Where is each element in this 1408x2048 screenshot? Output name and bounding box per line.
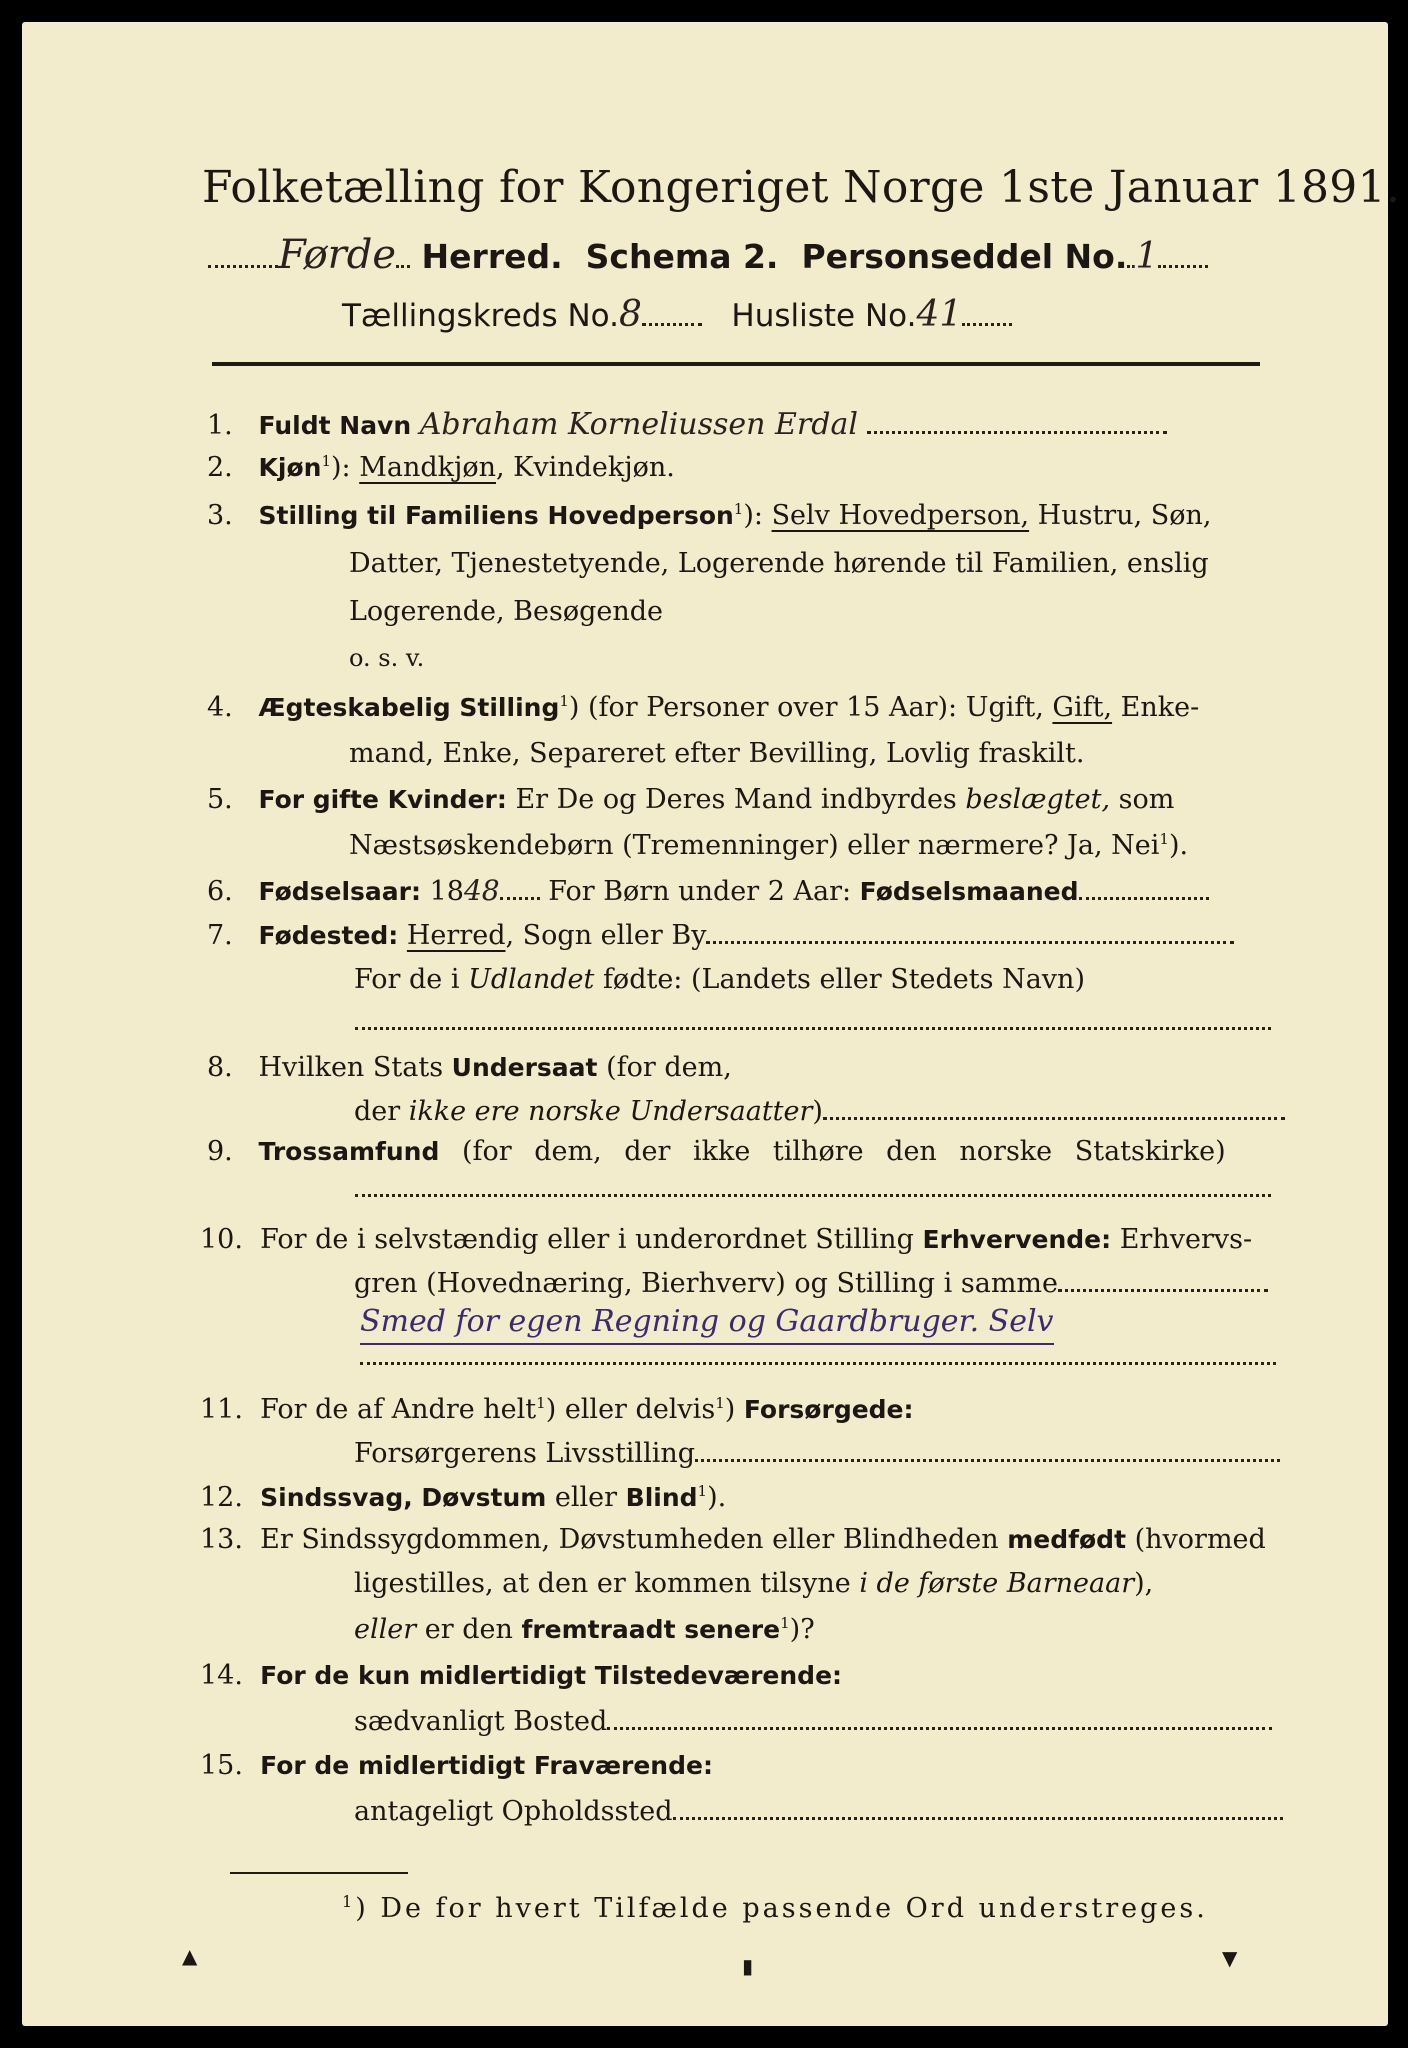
- item-text: Hustru, Søn,: [1029, 500, 1212, 531]
- item-9: [207, 1136, 1226, 1167]
- item-text: Næstsøskendebørn (Tremenninger) eller nærmere? Ja, Nei: [349, 830, 1160, 861]
- birth-year-value: 48: [463, 874, 500, 907]
- item-number: 2.: [207, 452, 233, 483]
- item-text: Er Sindssygdommen, Døvstumheden eller Blindheden: [260, 1524, 1008, 1555]
- item-label: Fødselsmaaned: [859, 877, 1079, 906]
- item-13-line3: eller er den fremtraadt senere$^1$)?: [354, 1614, 815, 1645]
- footnote-divider: [230, 1872, 408, 1874]
- item-8-line2: [354, 1096, 1285, 1127]
- footnote: $^1$) De for hvert Tilfælde passende Ord understreges.: [342, 1892, 1208, 1924]
- corner-mark-left: ▲: [182, 1944, 198, 1968]
- corner-mark-right: ▼: [1222, 1946, 1238, 1970]
- item-text: Erhvervs-: [1111, 1224, 1253, 1255]
- blank-line: [355, 1194, 1271, 1197]
- item-text: ): [812, 1096, 823, 1127]
- item-10: [200, 1224, 1252, 1255]
- item-number: 8.: [207, 1052, 233, 1083]
- item-number: 9.: [207, 1136, 233, 1167]
- item-number: 10.: [200, 1224, 243, 1255]
- item-text: sædvanligt Bosted: [354, 1706, 608, 1737]
- item-italic: ikke ere norske Undersaatter: [408, 1096, 813, 1127]
- item-5: [207, 784, 1174, 815]
- item-text: Forsørgerens Livsstilling: [354, 1438, 696, 1469]
- underlined-choice: Herred: [406, 920, 506, 951]
- footnote-text: De for hvert Tilfælde passende Ord understreges.: [380, 1893, 1208, 1924]
- item-label: Fødested:: [258, 921, 399, 950]
- item-label: Trossamfund: [258, 1137, 440, 1166]
- item-label: For de midlertidigt Fraværende:: [260, 1751, 713, 1780]
- item-text: eller delvis: [556, 1394, 716, 1425]
- footnote-marker: 1: [321, 452, 331, 470]
- item-4-line2: mand, Enke, Separeret efter Bevilling, Lovlig fraskilt.: [349, 738, 1085, 769]
- item-number: 4.: [207, 692, 233, 723]
- item-number: 7.: [207, 920, 233, 951]
- schema-label: Schema 2.: [585, 237, 779, 276]
- underlined-choice: Selv Hovedperson,: [771, 500, 1030, 531]
- item-number: 13.: [200, 1524, 243, 1555]
- item-7-line2: [354, 964, 1085, 995]
- item-text: (for dem, der ikke tilhøre den norske Statskirke): [439, 1136, 1226, 1167]
- item-label: For: [258, 785, 305, 814]
- item-number: 3.: [207, 500, 233, 531]
- item-14-line2: [354, 1706, 1272, 1737]
- item-1: [207, 407, 1167, 442]
- item-label: gifte Kvinder:: [312, 785, 507, 814]
- header-row-kreds: [342, 294, 1012, 335]
- header-row-herred: [208, 232, 1208, 278]
- item-7: [207, 920, 1234, 951]
- footnote-marker: 1: [342, 1892, 356, 1911]
- item-label: Blind: [625, 1483, 698, 1512]
- item-label: fremtraadt senere: [521, 1615, 781, 1644]
- item-text: der: [354, 1096, 409, 1127]
- item-text: er den: [416, 1614, 522, 1645]
- item-italic: Udlandet: [468, 964, 595, 995]
- item-text: eller: [546, 1482, 626, 1513]
- item-13-line2: [354, 1568, 1153, 1599]
- item-text: For de i: [354, 964, 469, 995]
- item-number: 15.: [200, 1750, 243, 1781]
- item-italic: i de første Barneaar: [859, 1568, 1135, 1599]
- item-10-line2: [354, 1268, 1268, 1299]
- item-15: [200, 1750, 713, 1781]
- item-3-line4: o. s. v.: [349, 644, 425, 672]
- item-text: (hvormed: [1126, 1524, 1266, 1555]
- item-label: Erhvervende:: [922, 1225, 1112, 1254]
- item-text: , Kvindekjøn.: [496, 452, 675, 483]
- item-6: [207, 874, 1209, 907]
- item-label: Forsørgede:: [743, 1395, 914, 1424]
- footnote-marker: 1: [733, 500, 744, 518]
- underlined-choice: Gift,: [1052, 692, 1113, 723]
- item-4: 4. Ægteskabelig Stilling$^1$) (for Personer over 15 Aar): Ugift, Gift, Enke-: [207, 692, 1200, 723]
- item-number: 6.: [207, 876, 233, 907]
- item-number: 11.: [200, 1394, 243, 1425]
- item-text: ?: [800, 1614, 815, 1645]
- item-text: som: [1110, 784, 1175, 815]
- item-number: 12.: [200, 1482, 243, 1513]
- year-prefix: 18: [421, 876, 464, 907]
- item-8: [207, 1052, 732, 1083]
- corner-mark-center: ▮: [742, 1954, 754, 1978]
- item-label: Undersaat: [451, 1053, 598, 1082]
- blank-line: [355, 1027, 1271, 1030]
- item-text: (for dem,: [597, 1052, 732, 1083]
- item-label: Sindssvag, Døvstum: [260, 1483, 547, 1512]
- husliste-value: 41: [916, 294, 963, 335]
- item-italic: beslægtet,: [965, 784, 1111, 815]
- item-3-line3: Logerende, Besøgende: [349, 596, 663, 627]
- item-text: Enke-: [1112, 692, 1200, 723]
- full-name-value: Abraham Korneliussen Erdal: [419, 407, 858, 442]
- item-text: ligestilles, at den er kommen tilsyne: [354, 1568, 860, 1599]
- form-title: Folketælling for Kongeriget Norge 1ste Januar 1891.: [202, 162, 1401, 213]
- item-text: For Børn under 2 Aar:: [548, 876, 860, 907]
- item-text: Er De og Deres Mand indbyrdes: [506, 784, 966, 815]
- husliste-label: Husliste No.: [731, 298, 917, 334]
- item-text: fødte: (Landets eller Stedets Navn): [594, 964, 1085, 995]
- item-number: 14.: [200, 1660, 243, 1691]
- item-13: [200, 1524, 1266, 1555]
- item-text: Hvilken Stats: [258, 1052, 452, 1083]
- census-form-paper: [22, 22, 1401, 2026]
- item-label: Fødselsaar:: [258, 877, 422, 906]
- item-text: gren (Hovednæring, Bierhverv) og Stilling i samme: [354, 1268, 1059, 1299]
- herred-value: Førde: [278, 232, 397, 278]
- taellingskreds-label: Tællingskreds No.: [342, 298, 619, 334]
- item-label: medfødt: [1007, 1525, 1127, 1554]
- item-14: [200, 1660, 842, 1691]
- item-label: Fuldt Navn: [258, 411, 412, 440]
- item-number: 5.: [207, 784, 233, 815]
- personseddel-label: Personseddel No.: [801, 237, 1128, 276]
- item-text: antageligt Opholdssted: [354, 1796, 673, 1827]
- item-italic: eller: [354, 1614, 417, 1645]
- personseddel-value: 1: [1135, 236, 1159, 277]
- occupation-value: Smed for egen Regning og Gaardbruger. Selv: [360, 1304, 1054, 1345]
- item-5-line2: Næstsøskendebørn (Tremenninger) eller nærmere? Ja, Nei$^1$).: [349, 830, 1189, 861]
- item-label: Ægteskabelig Stilling: [258, 693, 560, 722]
- item-text: ),: [1134, 1568, 1154, 1599]
- item-2: 2. Kjøn$^1$): Mandkjøn, Kvindekjøn.: [207, 452, 675, 483]
- item-text: , Sogn eller By: [505, 920, 707, 951]
- item-text: (for Personer over 15 Aar): Ugift,: [579, 692, 1053, 723]
- item-label: Stilling til Familiens Hovedperson: [258, 501, 734, 530]
- item-number: 1.: [207, 410, 233, 441]
- item-label: For de kun midlertidigt Tilstedeværende:: [260, 1661, 843, 1690]
- item-text: For de af Andre helt: [260, 1394, 537, 1425]
- item-label: Kjøn: [258, 453, 322, 482]
- item-11-line2: [354, 1438, 1280, 1469]
- taellingskreds-value: 8: [618, 294, 642, 335]
- item-12: 12. Sindssvag, Døvstum eller Blind$^1$).: [200, 1482, 727, 1513]
- item-3-line2: Datter, Tjenestetyende, Logerende hørende til Familien, enslig: [349, 548, 1209, 579]
- underlined-choice: Mandkjøn: [359, 452, 496, 483]
- header-divider: [212, 362, 1260, 366]
- footnote-marker: 1: [559, 692, 569, 710]
- item-3: 3. Stilling til Familiens Hovedperson$^1$): Selv Hovedperson, Hustru, Søn,: [207, 500, 1212, 531]
- item-15-line2: [354, 1796, 1283, 1827]
- herred-label: Herred.: [421, 237, 563, 276]
- item-11: 11. For de af Andre helt$^1$) eller delvis$^1$) Forsørgede:: [200, 1394, 914, 1425]
- blank-line: [360, 1362, 1276, 1365]
- item-text: For de i selvstændig eller i underordnet Stilling: [260, 1224, 923, 1255]
